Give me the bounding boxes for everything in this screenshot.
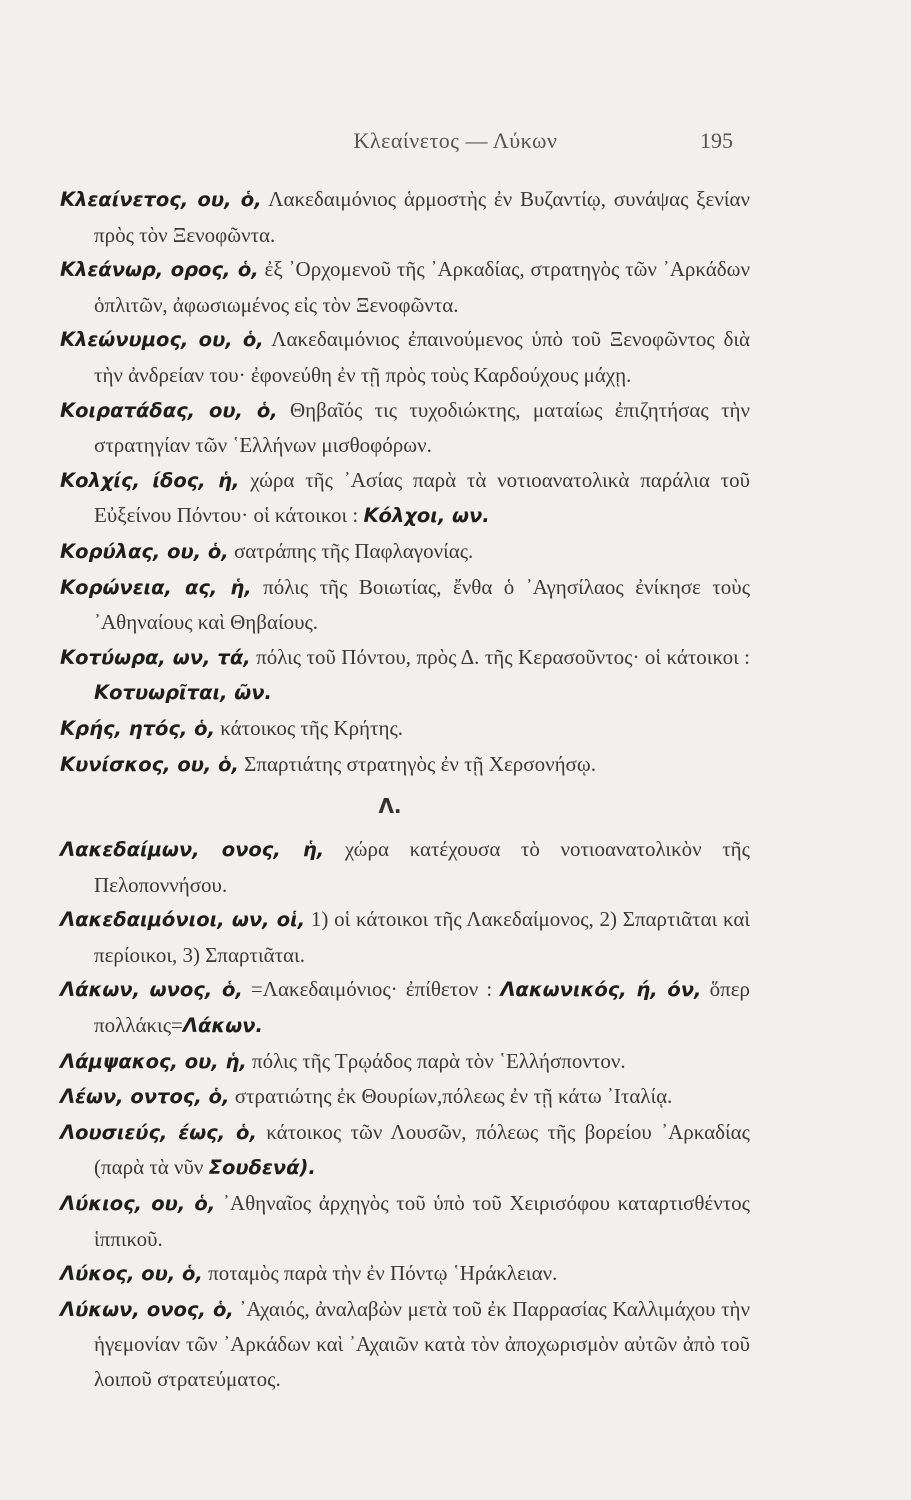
entry-headword: Κορύλας, ου, ὁ, — [60, 539, 229, 563]
entry-definition: Θηβαῖός τις τυχοδιώκτης, ματαίως ἐπιζητήσας τὴν στρατηγίαν τῶν ῾Ελλήνων μισθοφόρων. — [94, 397, 751, 458]
entry-definition: πόλις τῆς Τρῳάδος παρὰ τὸν ῾Ελλήσποντον. — [252, 1048, 626, 1073]
dictionary-entry — [60, 534, 750, 570]
entry-derived-form: Λακωνικός, ή, όν, — [500, 978, 702, 1002]
entry-definition: Λακεδαιμόνιος ἐπαινούμενος ὑπὸ τοῦ Ξενοφῶντος διὰ τὴν ἀνδρείαν του· ἐφονεύθη ἐν τῇ πρὸς τοὺς Καρδούχους μάχῃ. — [94, 327, 750, 387]
dictionary-entry — [60, 1292, 750, 1397]
entry-definition: κάτοικος τῶν Λουσῶν, πόλεως τῆς βορείου ᾿Αρκαδίας (παρὰ τὰ νῦν — [94, 1119, 750, 1180]
dictionary-entry — [60, 1186, 750, 1256]
entry-derived-form: Κόλχοι, ων. — [363, 504, 490, 528]
entry-headword: Κοιρατάδας, ου, ὁ, — [60, 398, 278, 422]
entry-headword: Λουσιεύς, έως, ὁ, — [60, 1120, 257, 1144]
dictionary-entry — [60, 463, 750, 534]
dictionary-entry — [60, 1079, 750, 1115]
entry-definition: σατράπης τῆς Παφλαγονίας. — [233, 538, 474, 563]
entry-headword: Λέων, οντος, ὁ, — [60, 1085, 230, 1109]
entry-headword: Κολχίς, ίδος, ἡ, — [60, 468, 240, 492]
dictionary-entry — [60, 322, 750, 392]
section-letter: Λ. — [378, 794, 402, 819]
entry-headword: Κυνίσκος, ου, ὁ, — [60, 752, 239, 776]
entries-k-section — [60, 182, 750, 782]
dictionary-entry — [60, 902, 750, 972]
entry-headword: Κρής, ητός, ὁ, — [60, 716, 215, 740]
entry-headword: Λάκων, ωνος, ὁ, — [60, 978, 243, 1002]
entry-definition: χώρα κατέχουσα τὸ νοτιοανατολικὸν τῆς Πελοποννήσου. — [94, 837, 750, 897]
entry-definition: Σπαρτιάτης στρατηγὸς ἐν τῇ Χερσονήσῳ. — [244, 751, 596, 776]
entry-headword: Κοτύωρα, ων, τά, — [60, 645, 251, 669]
entry-headword: Κλεώνυμος, ου, ὁ, — [60, 328, 264, 352]
entry-headword: Λύκος, ου, ὁ, — [60, 1262, 203, 1286]
entry-headword: Λύκων, ονος, ὁ, — [60, 1297, 234, 1321]
entry-derived-form: Σουδενά). — [208, 1156, 316, 1180]
entry-headword: Λακεδαίμων, ονος, ἡ, — [60, 838, 325, 862]
entry-headword: Λύκιος, ου, ὁ, — [60, 1192, 216, 1216]
entries-list — [60, 182, 750, 1397]
entry-definition: Λακεδαιμόνιος ἁρμοστὴς ἐν Βυζαντίῳ, συνάψας ξενίαν πρὸς τὸν Ξενοφῶντα. — [94, 187, 750, 247]
dictionary-entry — [60, 711, 750, 747]
entry-definition: ᾿Αθηναῖος ἀρχηγὸς τοῦ ὑπὸ τοῦ Χειρισόφου καταρτισθέντος ἱππικοῦ. — [94, 1191, 750, 1251]
entry-definition: στρατιώτης ἐκ Θουρίων,πόλεως ἐν τῇ κάτω ᾿Ιταλίᾳ. — [234, 1084, 673, 1109]
entry-definition: κάτοικος τῆς Κρήτης. — [220, 715, 404, 740]
entry-continuation: ὅπερ πολλάκις= — [94, 977, 751, 1038]
page-header — [0, 128, 911, 162]
entry-definition: χώρα τῆς ᾿Ασίας παρὰ τὰ νοτιοανατολικὰ παράλια τοῦ Εὐξείνου Πόντου· οἱ κάτοικοι : — [94, 467, 751, 528]
dictionary-entry — [60, 252, 750, 322]
dictionary-entry — [60, 1044, 750, 1080]
entry-definition: ποταμὸς παρὰ τὴν ἐν Πόντῳ ῾Ηράκλειαν. — [208, 1261, 558, 1286]
entry-headword: Λακεδαιμόνιοι, ων, οἱ, — [60, 908, 306, 932]
entry-headword: Κλεάνωρ, ορος, ὁ, — [60, 258, 259, 282]
entry-headword: Κλεαίνετος, ου, ὁ, — [60, 188, 262, 211]
dictionary-entry — [60, 1115, 750, 1186]
entry-definition: πόλις τοῦ Πόντου, πρὸς Δ. τῆς Κερασοῦντος· οἱ κάτοικοι : — [256, 644, 751, 669]
dictionary-entry — [60, 1256, 750, 1292]
dictionary-entry — [60, 570, 750, 640]
entry-derived-form: Κοτυωρῖται, ῶν. — [94, 681, 272, 705]
entry-definition: ᾿Αχαιός, ἀναλαβὼν μετὰ τοῦ ἐκ Παρρασίας Καλλιμάχου τὴν ἡγεμονίαν τῶν ᾿Αρκάδων καὶ ᾿Αχαιῶν κατὰ τὸν ἀποχωρισμὸν αὐτῶν ἀπὸ τοῦ λοιποῦ στρατεύματος. — [94, 1296, 750, 1391]
dictionary-entry — [60, 747, 750, 783]
dictionary-entry — [60, 972, 750, 1043]
entry-definition: 1) οἱ κάτοικοι τῆς Λακεδαίμονος, 2) Σπαρτιᾶται καὶ περίοικοι, 3) Σπαρτιᾶται. — [94, 907, 750, 967]
dictionary-entry — [60, 182, 750, 252]
entry-definition: =Λακεδαιμόνιος· ἐπίθετον : — [250, 977, 493, 1002]
dictionary-entry — [60, 832, 750, 902]
dictionary-entry — [60, 393, 750, 463]
entry-headword: Κορώνεια, ας, ἡ, — [60, 575, 252, 599]
entries-l-section — [60, 832, 750, 1397]
dictionary-entry — [60, 640, 750, 711]
entry-headword: Λάμψακος, ου, ἡ, — [60, 1049, 247, 1073]
entry-definition: πόλις τῆς Βοιωτίας, ἔνθα ὁ ᾿Αγησίλαος ἐνίκησε τοὺς ᾿Αθηναίους καὶ Θηβαίους. — [94, 574, 751, 635]
page-number: 195 — [700, 128, 733, 153]
entry-derived-form: Λάκων. — [182, 1014, 263, 1038]
entry-definition: ἐξ ᾿Ορχομενοῦ τῆς ᾿Αρκαδίας, στρατηγὸς τῶν ᾿Αρκάδων ὁπλιτῶν, ἀφωσιωμένος εἰς τὸν Ξενοφῶντα. — [94, 257, 751, 317]
running-title: Κλεαίνετος — Λύκων — [353, 128, 558, 153]
